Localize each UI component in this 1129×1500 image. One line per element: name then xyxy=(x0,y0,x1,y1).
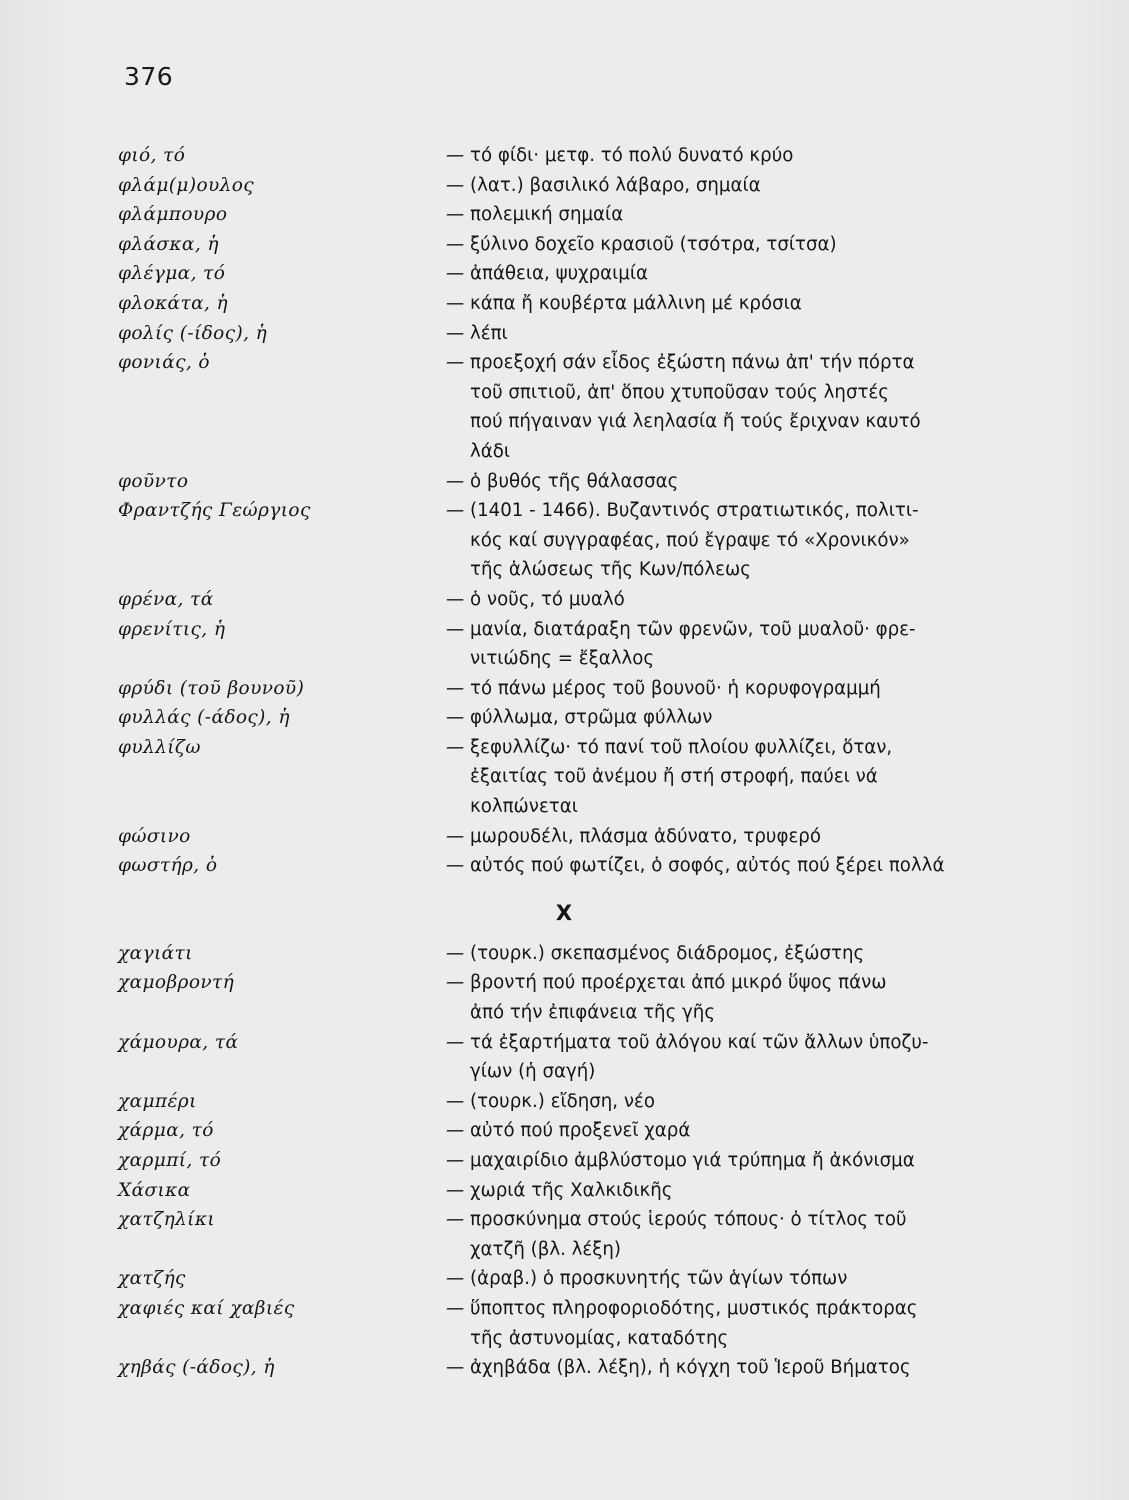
entry-dash: — xyxy=(446,1209,465,1231)
dictionary-entry xyxy=(118,851,978,881)
definition-continuation-line: λάδι xyxy=(470,440,511,462)
definition-line: πολεμική σημαία xyxy=(470,204,624,226)
entry-term: χάρμα, τό xyxy=(118,1120,214,1142)
entry-term: φώσινο xyxy=(118,825,191,847)
dictionary-entry xyxy=(118,1087,978,1117)
entry-definition xyxy=(446,496,978,585)
entry-dash: — xyxy=(446,1297,465,1319)
section-chi xyxy=(118,939,978,1383)
entry-dash: — xyxy=(446,174,465,196)
definition-continuation-line: ἀπό τήν ἐπιφάνεια τῆς γῆς xyxy=(470,1002,715,1024)
entry-term: φλέγμα, τό xyxy=(118,263,226,285)
entry-dash: — xyxy=(446,1090,465,1112)
entry-definition xyxy=(446,733,978,822)
entry-term: Φραντζής Γεώργιος xyxy=(118,500,311,522)
definition-line: ἀχηβάδα (βλ. λέξη), ἡ κόγχη τοῦ Ἱεροῦ Βήματος xyxy=(470,1357,911,1379)
definition-line: μανία, διατάραξη τῶν φρενῶν, τοῦ μυαλοῦ· φρε- xyxy=(470,618,916,640)
dictionary-entry xyxy=(118,496,978,585)
definition-line: (ἀραβ.) ὁ προσκυνητής τῶν ἁγίων τόπων xyxy=(470,1268,848,1290)
entry-term: χάμουρα, τά xyxy=(118,1031,239,1053)
dictionary-entry xyxy=(118,259,978,289)
entry-definition xyxy=(446,703,978,733)
dictionary-entry xyxy=(118,703,978,733)
entry-dash: — xyxy=(446,204,465,226)
dictionary-entry xyxy=(118,230,978,260)
definition-continuation-line: γίων (ἡ σαγή) xyxy=(470,1061,596,1083)
entry-term: χαμοβροντή xyxy=(118,972,235,994)
entry-term: φρένα, τά xyxy=(118,588,214,610)
entry-definition xyxy=(446,1146,978,1176)
definition-continuation-line: ἐξαιτίας τοῦ ἀνέμου ἤ στή στροφή, παύει νά xyxy=(470,766,878,788)
entry-dash: — xyxy=(446,588,465,610)
entry-term: φρύδι (τοῦ βουνοῦ) xyxy=(118,677,305,699)
definition-continuation-line: κολπώνεται xyxy=(470,796,578,818)
entry-definition xyxy=(446,822,978,852)
dictionary-entry xyxy=(118,1116,978,1146)
entry-dash: — xyxy=(446,942,465,964)
definition-continuation-line: τοῦ σπιτιοῦ, ἀπ' ὅπου χτυποῦσαν τούς ληστές xyxy=(470,381,889,403)
dictionary-entry xyxy=(118,141,978,171)
entry-definition xyxy=(446,259,978,289)
entry-term: φιό, τό xyxy=(118,145,186,166)
entry-term: φοῦντο xyxy=(118,470,189,492)
entry-definition xyxy=(446,674,978,704)
dictionary-entry xyxy=(118,939,978,969)
dictionary-entry xyxy=(118,674,978,704)
entry-term: φονιάς, ὁ xyxy=(118,352,210,374)
entry-dash: — xyxy=(446,322,465,344)
entry-dash: — xyxy=(446,855,465,877)
definition-continuation-line: κός καί συγγραφέας, πού ἔγραψε τό «Χρονικόν» xyxy=(470,529,910,551)
entry-dash: — xyxy=(446,1120,465,1142)
dictionary-entry xyxy=(118,585,978,615)
page-number: 376 xyxy=(124,62,174,91)
entry-term: φλάμπουρο xyxy=(118,204,228,226)
entry-dash: — xyxy=(446,500,465,522)
entry-dash: — xyxy=(446,707,465,729)
entry-dash: — xyxy=(446,972,465,994)
definition-line: τό πάνω μέρος τοῦ βουνοῦ· ἡ κορυφογραμμή xyxy=(470,677,881,699)
dictionary-entry xyxy=(118,615,978,674)
entry-term: χαγιάτι xyxy=(118,942,193,964)
dictionary-entry xyxy=(118,1176,978,1206)
entry-definition xyxy=(446,141,978,171)
entry-dash: — xyxy=(446,677,465,699)
entry-dash: — xyxy=(446,825,465,847)
entry-definition xyxy=(446,1294,978,1353)
definition-line: ὁ βυθός τῆς θάλασσας xyxy=(470,470,679,492)
entry-term: φλοκάτα, ἡ xyxy=(118,292,229,314)
entry-dash: — xyxy=(446,263,465,285)
definition-line: λέπι xyxy=(470,322,508,344)
dictionary-entry xyxy=(118,968,978,1027)
dictionary-entry xyxy=(118,1264,978,1294)
entry-term: φρενίτις, ἡ xyxy=(118,618,226,640)
entry-dash: — xyxy=(446,736,465,758)
dictionary-entry xyxy=(118,171,978,201)
entry-definition xyxy=(446,1353,978,1383)
definition-line: ὕποπτος πληροφοριοδότης, μυστικός πράκτορας xyxy=(470,1297,918,1319)
entry-dash: — xyxy=(446,1150,465,1171)
entry-term: χαρμπί, τό xyxy=(118,1150,222,1171)
entry-term: φυλλίζω xyxy=(118,736,201,758)
entry-definition xyxy=(446,585,978,615)
definition-continuation-line: τῆς ἁλώσεως τῆς Κων/πόλεως xyxy=(470,559,751,581)
entry-definition xyxy=(446,348,978,466)
definition-line: φύλλωμα, στρῶμα φύλλων xyxy=(470,707,713,729)
definition-line: ἀπάθεια, ψυχραιμία xyxy=(470,263,649,285)
dictionary-entry xyxy=(118,467,978,497)
definition-line: ξύλινο δοχεῖο κρασιοῦ (τσότρα, τσίτσα) xyxy=(470,233,837,255)
definition-continuation-line: νιτιώδης = ἔξαλλος xyxy=(470,648,655,670)
entry-term: χατζηλίκι xyxy=(118,1209,216,1231)
entry-definition xyxy=(446,1116,978,1146)
entries-list xyxy=(118,141,978,1383)
entry-dash: — xyxy=(446,1357,465,1379)
definition-line: μαχαιρίδιο ἀμβλύστομο γιά τρύπημα ἤ ἀκόνισμα xyxy=(470,1150,915,1171)
definition-line: κάπα ἤ κουβέρτα μάλλινη μέ κρόσια xyxy=(470,292,802,314)
section-phi xyxy=(118,141,978,881)
entry-term: φλάσκα, ἡ xyxy=(118,233,219,255)
entry-definition xyxy=(446,319,978,349)
entry-definition xyxy=(446,939,978,969)
definition-line: (λατ.) βασιλικό λάβαρο, σημαία xyxy=(470,174,761,196)
definition-line: χωριά τῆς Χαλκιδικῆς xyxy=(470,1179,673,1201)
entry-definition xyxy=(446,171,978,201)
dictionary-entry xyxy=(118,1353,978,1383)
entry-dash: — xyxy=(446,470,465,492)
entry-definition xyxy=(446,289,978,319)
entry-dash: — xyxy=(446,1268,465,1290)
section-letter-heading: Χ xyxy=(555,900,573,925)
entry-dash: — xyxy=(446,1179,465,1201)
entry-dash: — xyxy=(446,145,465,166)
entry-definition xyxy=(446,615,978,674)
entry-term: φολίς (-ίδος), ἡ xyxy=(118,322,268,344)
entry-definition xyxy=(446,1028,978,1087)
entry-term: χηβάς (-άδος), ἡ xyxy=(118,1357,275,1379)
dictionary-entry xyxy=(118,733,978,822)
entry-definition xyxy=(446,851,978,881)
dictionary-entry xyxy=(118,289,978,319)
entry-term: φυλλάς (-άδος), ἡ xyxy=(118,707,290,729)
entry-dash: — xyxy=(446,352,465,374)
definition-line: αὐτό πού προξενεῖ χαρά xyxy=(470,1120,691,1142)
definition-line: προεξοχή σάν εἶδος ἐξώστη πάνω ἀπ' τήν πόρτα xyxy=(470,352,915,374)
definition-line: ξεφυλλίζω· τό πανί τοῦ πλοίου φυλλίζει, ὅταν, xyxy=(470,736,893,758)
definition-line: προσκύνημα στούς ἱερούς τόπους· ὁ τίτλος τοῦ xyxy=(470,1209,907,1231)
entry-definition xyxy=(446,230,978,260)
entry-dash: — xyxy=(446,292,465,314)
definition-line: βροντή πού προέρχεται ἀπό μικρό ὕψος πάνω xyxy=(470,972,887,994)
dictionary-entry xyxy=(118,1205,978,1264)
entry-dash: — xyxy=(446,618,465,640)
definition-line: τό φίδι· μετφ. τό πολύ δυνατό κρύο xyxy=(470,145,794,166)
dictionary-entry xyxy=(118,1294,978,1353)
dictionary-entry xyxy=(118,319,978,349)
entry-term: χαμπέρι xyxy=(118,1090,197,1112)
dictionary-entry xyxy=(118,822,978,852)
entry-definition xyxy=(446,467,978,497)
entry-definition xyxy=(446,1205,978,1264)
dictionary-entry xyxy=(118,1028,978,1087)
definition-line: (τουρκ.) σκεπασμένος διάδρομος, ἐξώστης xyxy=(470,942,865,964)
entry-definition xyxy=(446,1264,978,1294)
entry-definition xyxy=(446,200,978,230)
definition-line: τά ἐξαρτήματα τοῦ ἀλόγου καί τῶν ἄλλων ὑποζυ- xyxy=(470,1031,929,1053)
definition-continuation-line: τῆς ἀστυνομίας, καταδότης xyxy=(470,1327,729,1349)
definition-continuation-line: πού πήγαιναν γιά λεηλασία ἤ τούς ἔριχναν καυτό xyxy=(470,411,921,433)
definition-line: μωρουδέλι, πλάσμα ἀδύνατο, τρυφερό xyxy=(470,825,821,847)
definition-line: (1401 - 1466). Βυζαντινός στρατιωτικός, πολιτι- xyxy=(470,500,919,522)
definition-line: αὐτός πού φωτίζει, ὁ σοφός, αὐτός πού ξέρει πολλά xyxy=(470,855,945,877)
definition-line: (τουρκ.) εἴδηση, νέο xyxy=(470,1090,655,1112)
entry-term: Χάσικα xyxy=(118,1179,191,1201)
definition-continuation-line: χατζῆ (βλ. λέξη) xyxy=(470,1238,622,1260)
entry-term: φλάμ(μ)ουλος xyxy=(118,174,255,196)
entry-definition xyxy=(446,968,978,1027)
entry-term: χαφιές καί χαβιές xyxy=(118,1297,295,1319)
entry-dash: — xyxy=(446,233,465,255)
dictionary-entry xyxy=(118,348,978,466)
entry-dash: — xyxy=(446,1031,465,1053)
dictionary-entry xyxy=(118,200,978,230)
entry-term: φωστήρ, ὁ xyxy=(118,855,218,877)
entry-definition xyxy=(446,1176,978,1206)
entry-definition xyxy=(446,1087,978,1117)
definition-line: ὁ νοῦς, τό μυαλό xyxy=(470,588,625,610)
entry-term: χατζής xyxy=(118,1268,186,1290)
dictionary-entry xyxy=(118,1146,978,1176)
